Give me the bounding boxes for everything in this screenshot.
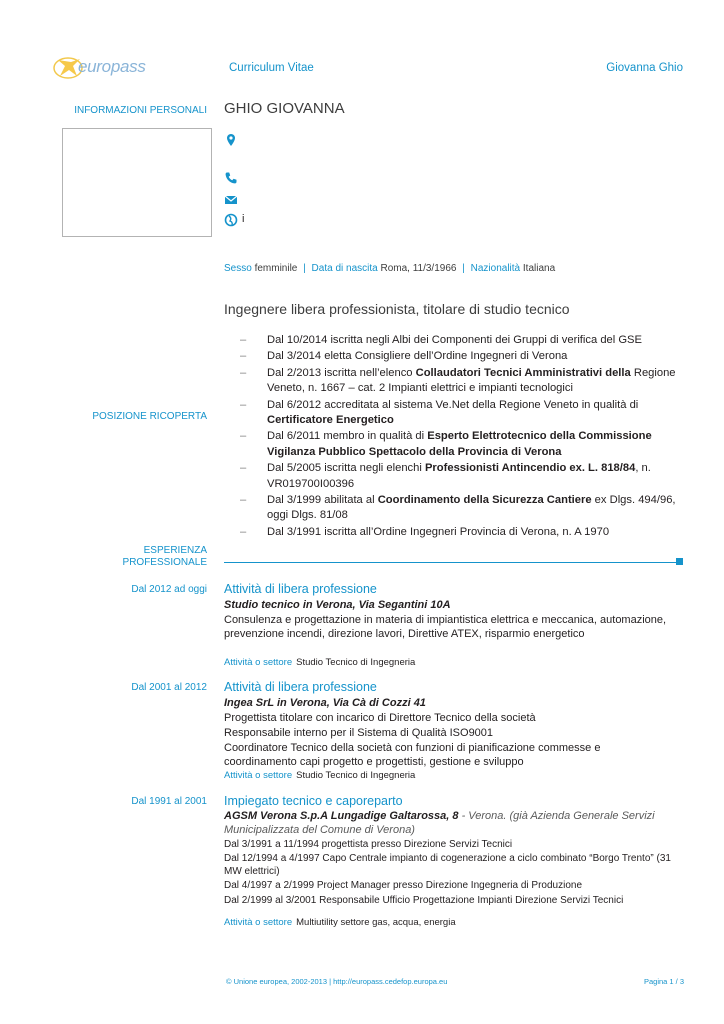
footer-copyright: © Unione europea, 2002-2013 | http://europass.cedefop.europa.eu	[226, 977, 448, 986]
entry-detail-line: Dal 12/1994 a 4/1997 Capo Centrale impianto di cogenerazione a ciclo combinato “Borgo Trento” (31 MW elettrici)	[224, 853, 671, 877]
list-item: – Dal 3/1991 iscritta all’Ordine Ingegneri Provincia di Verona, n. A 1970	[240, 525, 610, 538]
personal-details-line	[224, 263, 555, 274]
entry-description: Responsabile interno per il Sistema di Qualità ISO9001	[224, 727, 494, 739]
list-item: – Dal 2/2013 iscritta nell’elenco Collaudatori Tecnici Amministrativi della Regione Veneto, n. 1667 – cat. 2 Impianti elettrici e impianti tecnologici	[240, 366, 676, 395]
full-name: GHIO GIOVANNA	[224, 100, 345, 117]
entry-detail-line: Dal 4/1997 a 2/1999 Project Manager presso Direzione Ingegneria di Produzione	[224, 880, 583, 891]
entry-sector: Attività o settore Studio Tecnico di Ingegneria	[224, 657, 416, 668]
website-globe-icon	[224, 213, 238, 227]
separator: |	[303, 263, 306, 274]
document-title: Curriculum Vitae	[229, 62, 314, 74]
list-item: – Dal 10/2014 iscritta negli Albi dei Componenti dei Gruppi di verifica del GSE	[240, 334, 642, 346]
entry-sector: Attività o settore Multiutility settore gas, acqua, energia	[224, 917, 456, 928]
entry-date: Dal 1991 al 2001	[131, 796, 207, 807]
section-divider-marker	[676, 558, 683, 565]
entry-date: Dal 2012 ad oggi	[131, 584, 207, 595]
entry-sector: Attività o settore Studio Tecnico di Ingegneria	[224, 770, 416, 781]
entry-description: Coordinatore Tecnico della società con funzioni di pianificazione commesse e coordinamento capi progetto e progettisti, gestione e sviluppo	[224, 742, 601, 768]
entry-description: Progettista titolare con incarico di Direttore Tecnico della società	[224, 712, 536, 724]
europass-logo-text: europass	[78, 57, 146, 76]
entry-date: Dal 2001 al 2012	[131, 682, 207, 693]
footer-page-number: Pagina 1 / 3	[643, 977, 684, 986]
phone-icon	[224, 171, 238, 185]
list-item: – Dal 6/2012 accreditata al sistema Ve.Net della Regione Veneto in qualità di Certificatore Energetico	[240, 398, 639, 427]
personal-info-label: INFORMAZIONI PERSONALI	[74, 105, 207, 116]
list-item: – Dal 3/1999 abilitata al Coordinamento della Sicurezza Cantiere ex Dlgs. 494/96, oggi Dlgs. 81/08	[240, 494, 676, 522]
entry-employer: AGSM Verona S.p.A Lungadige Galtarossa, 8 - Verona. (già Azienda Generale Servizi Municipalizzata del Comune di Verona)	[224, 810, 655, 836]
entry-description: Consulenza e progettazione in materia di impiantistica elettrica e meccanica, automazione, prevenzione incendi, direzione lavori, Direttive ATEX, risparmio energetico	[224, 614, 667, 640]
entry-detail-line: Dal 2/1999 al 3/2001 Responsabile Ufficio Progettazione Impianti Direzione Servizi Tecnici	[224, 895, 624, 906]
sex-value: femminile	[254, 263, 298, 274]
photo-placeholder	[62, 128, 212, 237]
experience-label: ESPERIENZA PROFESSIONALE	[122, 545, 207, 568]
entry-title: Impiegato tecnico e caporeparto	[224, 794, 403, 808]
section-divider	[224, 562, 676, 563]
list-item: – Dal 3/2014 eletta Consigliere dell’Ordine Ingegneri di Verona	[240, 350, 568, 363]
location-pin-icon	[224, 133, 238, 147]
entry-employer: Studio tecnico in Verona, Via Segantini 10A	[224, 599, 451, 611]
position-list	[240, 333, 680, 541]
nationality-value: Italiana	[522, 263, 556, 274]
separator: |	[462, 263, 465, 274]
email-icon	[224, 193, 238, 207]
entry-employer: Ingea SrL in Verona, Via Cà di Cozzi 41	[224, 697, 426, 709]
entry-title: Attività di libera professione	[224, 680, 377, 694]
dob-value: Roma, 11/3/1966	[380, 263, 457, 274]
position-label: POSIZIONE RICOPERTA	[92, 411, 207, 422]
job-title: Ingegnere libera professionista, titolare di studio tecnico	[224, 301, 570, 317]
nationality-label: Nazionalità	[470, 263, 521, 274]
sex-label: Sesso	[224, 263, 252, 274]
entry-title: Attività di libera professione	[224, 582, 377, 596]
list-item: – Dal 6/2011 membro in qualità di Esperto Elettrotecnico della Commissione Vigilanza Pubblico Spettacolo della Provincia di Verona	[240, 430, 652, 458]
header-owner-name: Giovanna Ghio	[606, 62, 683, 74]
list-item: – Dal 5/2005 iscritta negli elenchi Professionisti Antincendio ex. L. 818/84, n. VR019700I00396	[240, 462, 651, 490]
website-value[interactable]: i	[242, 213, 245, 225]
dob-label: Data di nascita	[311, 263, 378, 274]
entry-detail-line: Dal 3/1991 a 11/1994 progettista presso Direzione Servizi Tecnici	[224, 839, 513, 850]
